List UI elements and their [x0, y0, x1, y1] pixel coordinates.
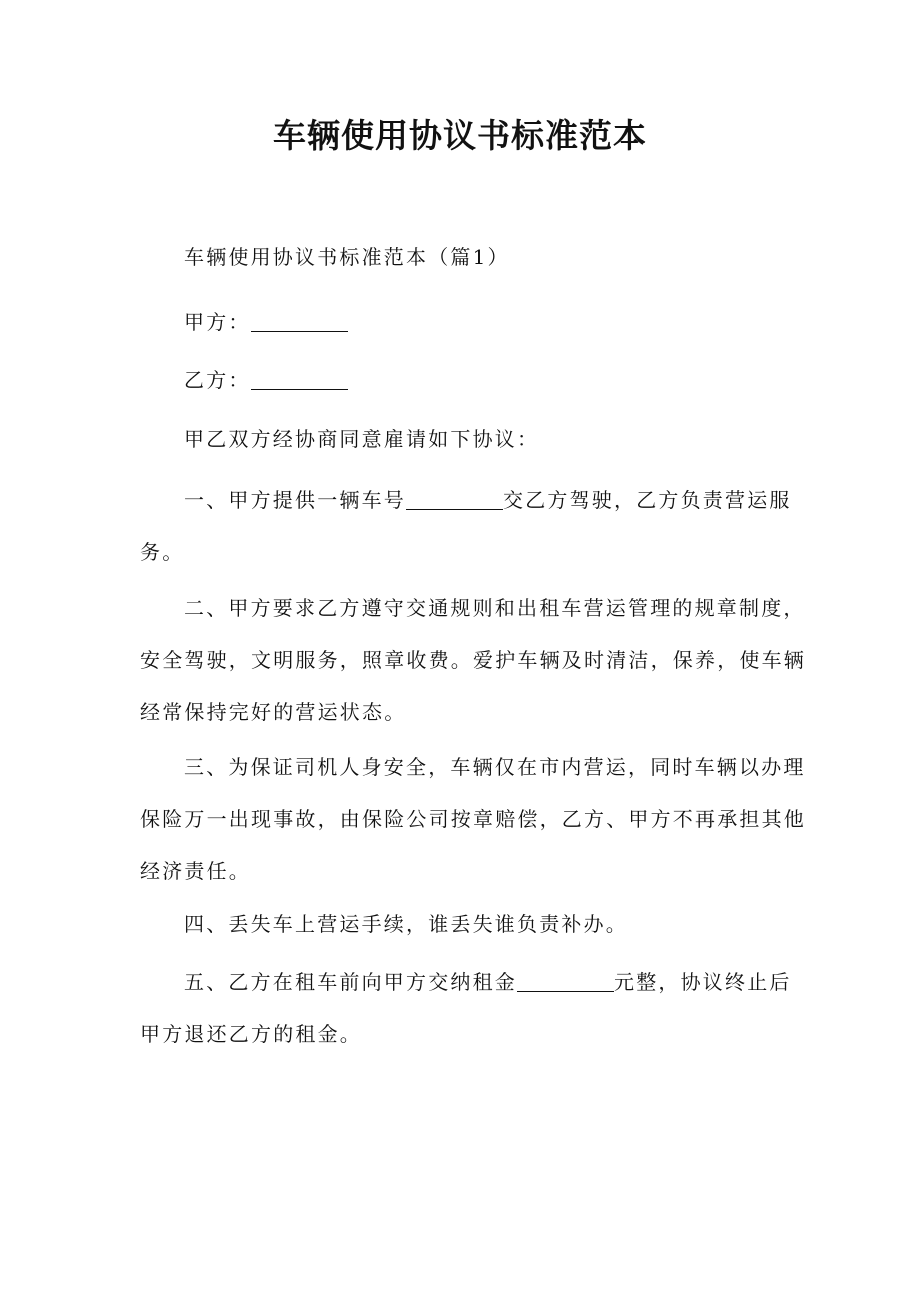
rent-amount-blank	[517, 971, 614, 992]
text-line: 务。	[140, 540, 185, 564]
clause-5	[140, 956, 790, 1060]
text-segment: 五、乙方在租车前向甲方交纳租金	[184, 970, 517, 994]
document-title: 车辆使用协议书标准范本	[273, 116, 647, 155]
text-line: 经常保持完好的营运状态。	[140, 700, 407, 724]
text-line: 二、甲方要求乙方遵守交通规则和出租车营运管理的规章制度，	[184, 596, 806, 620]
clause-3	[140, 741, 806, 897]
party-a-line	[140, 296, 790, 348]
text-line: 四、丢失车上营运手续，谁丢失谁负责补办。	[184, 912, 628, 936]
clause-1	[140, 474, 790, 578]
text-segment: 一、甲方提供一辆车号	[184, 488, 406, 512]
party-b-label: 乙方：	[184, 368, 251, 392]
clause-2	[140, 582, 806, 738]
agreement-intro	[140, 413, 790, 465]
text-line: 三、为保证司机人身安全，车辆仅在市内营运，同时车辆以办理	[184, 755, 806, 779]
text-line: 车辆使用协议书标准范本（篇1）	[184, 245, 510, 269]
party-a-blank	[251, 311, 348, 332]
text-segment: 元整，协议终止后	[614, 970, 792, 994]
party-b-line	[140, 354, 790, 406]
text-line: 保险万一出现事故，由保险公司按章赔偿，乙方、甲方不再承担其他	[140, 807, 806, 831]
paragraph-heading	[140, 231, 790, 283]
vehicle-number-blank	[406, 489, 503, 510]
clause-4	[140, 898, 790, 950]
text-line: 甲乙双方经协商同意雇请如下协议：	[184, 427, 540, 451]
text-line: 安全驾驶，文明服务，照章收费。爱护车辆及时清洁，保养，使车辆	[140, 648, 806, 672]
text-line: 甲方退还乙方的租金。	[140, 1022, 362, 1046]
text-line: 经济责任。	[140, 859, 251, 883]
text-segment: 交乙方驾驶，乙方负责营运服	[503, 488, 792, 512]
party-b-blank	[251, 369, 348, 390]
party-a-label: 甲方：	[184, 310, 251, 334]
